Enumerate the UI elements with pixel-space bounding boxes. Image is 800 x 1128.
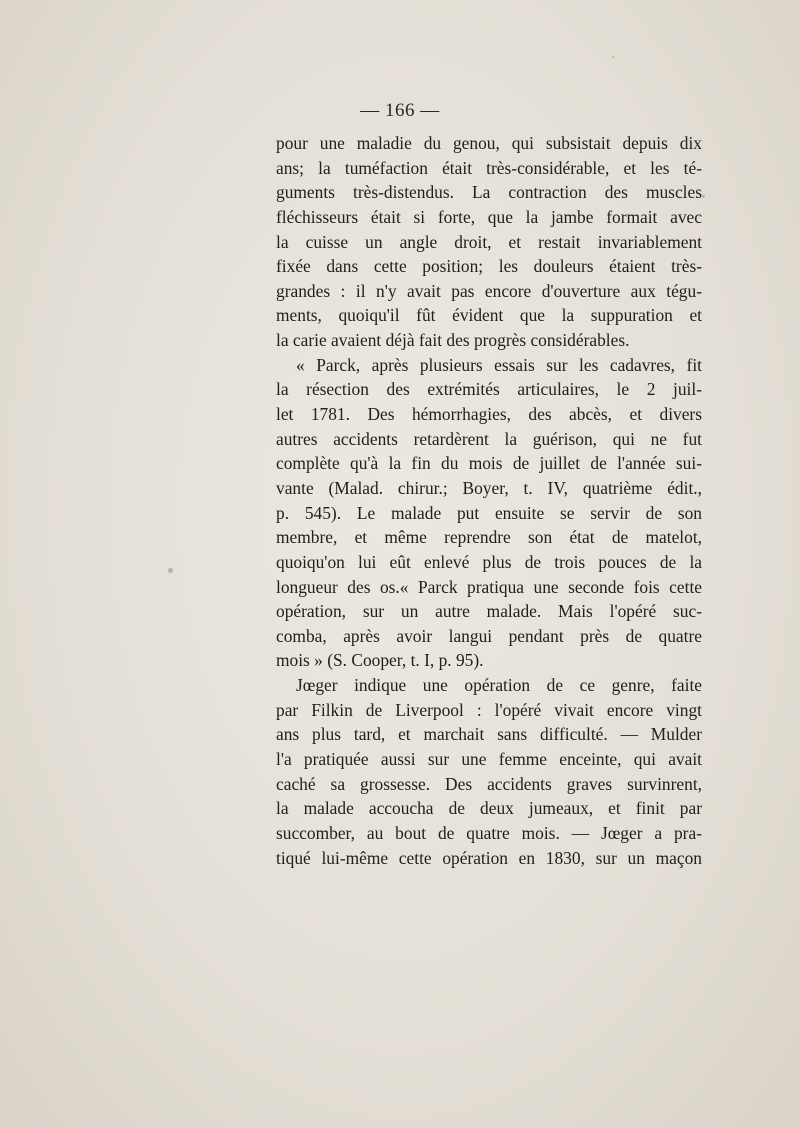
- text-line: mois » (S. Cooper, t. I, p. 95).: [276, 650, 484, 671]
- text-line: la cuisse un angle droit, et restait invariablement: [276, 231, 702, 252]
- text-line: l'a pratiquée aussi sur une femme enceinte, qui avait: [276, 749, 702, 770]
- text-line: p. 545). Le malade put ensuite se servir de son: [276, 502, 702, 523]
- text-line: fléchisseurs était si forte, que la jambe formait avec: [276, 206, 702, 227]
- text-line: « Parck, après plusieurs essais sur les cadavres, fit: [296, 354, 702, 375]
- text-line: la carie avaient déjà fait des progrès considérables.: [276, 330, 630, 351]
- paper-spot: [612, 56, 614, 58]
- text-line: membre, et même reprendre son état de matelot,: [276, 527, 702, 548]
- text-line: tiqué lui-même cette opération en 1830, sur un maçon: [276, 847, 702, 868]
- text-line: ans; la tuméfaction était très-considérable, et les té-: [276, 157, 702, 178]
- text-line: let 1781. Des hémorrhagies, des abcès, et divers: [276, 404, 702, 425]
- text-line: autres accidents retardèrent la guérison, qui ne fut: [276, 428, 702, 449]
- text-line: succomber, au bout de quatre mois. — Jœger a pra-: [276, 822, 702, 843]
- paper-spot: [168, 568, 173, 573]
- text-line: la malade accoucha de deux jumeaux, et finit par: [276, 798, 702, 819]
- text-line: vante (Malad. chirur.; Boyer, t. IV, quatrième édit.,: [276, 477, 702, 498]
- text-line: quoiqu'on lui eût enlevé plus de trois pouces de la: [276, 551, 702, 572]
- text-line: la résection des extrémités articulaires, le 2 juil-: [276, 379, 702, 400]
- text-line: pour une maladie du genou, qui subsistait depuis dix: [276, 133, 702, 153]
- text-line: opération, sur un autre malade. Mais l'opéré suc-: [276, 601, 702, 622]
- text-line: par Filkin de Liverpool : l'opéré vivait encore vingt: [276, 699, 702, 720]
- text-line: fixée dans cette position; les douleurs étaient très-: [276, 256, 702, 277]
- text-line: ments, quoiqu'il fût évident que la suppuration et: [276, 305, 702, 326]
- text-line: complète qu'à la fin du mois de juillet de l'année sui-: [276, 453, 702, 474]
- text-line: grandes : il n'y avait pas encore d'ouverture aux tégu-: [276, 280, 702, 301]
- text-line: caché sa grossesse. Des accidents graves survinrent,: [276, 773, 702, 794]
- paper-spot: [702, 195, 705, 198]
- text-line: guments très-distendus. La contraction des muscles: [276, 182, 702, 203]
- page-number: — 166 —: [360, 100, 440, 121]
- text-line: comba, après avoir langui pendant près de quatre: [276, 625, 702, 646]
- body-text: [276, 131, 702, 870]
- text-line: Jœger indique une opération de ce genre, faite: [296, 675, 702, 696]
- text-line: longueur des os.« Parck pratiqua une seconde fois cette: [276, 576, 702, 597]
- text-line: ans plus tard, et marchait sans difficulté. — Mulder: [276, 724, 702, 745]
